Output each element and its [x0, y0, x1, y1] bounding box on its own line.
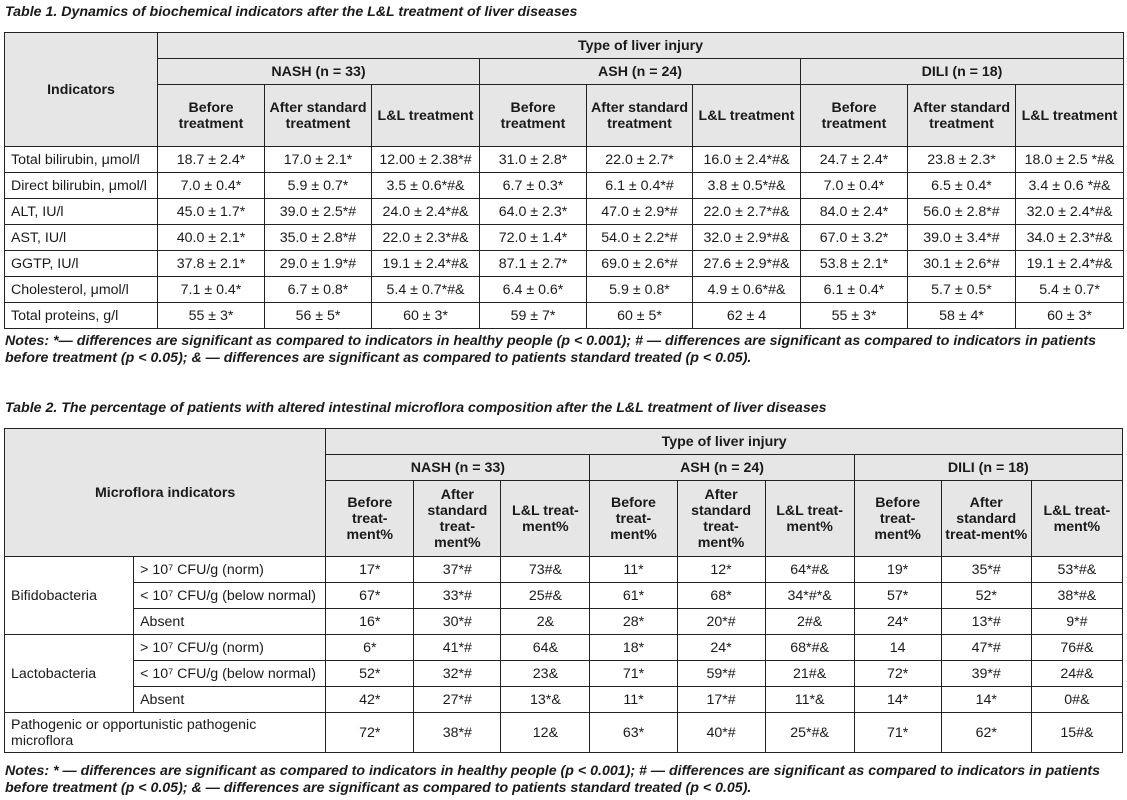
value-cell: 72* [854, 661, 941, 687]
value-cell: 11* [590, 687, 677, 713]
value-cell: 6.1 ± 0.4*# [587, 173, 693, 199]
table-row [5, 251, 1124, 277]
value-cell: 37*# [414, 557, 501, 583]
value-cell: 47*# [941, 635, 1031, 661]
subheader-after-standard: After standard treat-ment% [941, 481, 1031, 557]
value-cell: 57* [854, 583, 941, 609]
row-sublabel: > 10⁷ CFU/g (norm) [134, 635, 326, 661]
subheader-before: Before treat-ment% [854, 481, 941, 557]
value-cell: 3.5 ± 0.6*#& [372, 173, 480, 199]
value-cell: 34*#*& [765, 583, 854, 609]
value-cell: 13*& [501, 687, 590, 713]
type-header: Type of liver injury [158, 33, 1124, 59]
value-cell: 38*#& [1031, 583, 1122, 609]
table-row [5, 199, 1124, 225]
row-label: ALT, IU/l [5, 199, 158, 225]
value-cell: 55 ± 3* [158, 303, 265, 329]
value-cell: 6.4 ± 0.6* [480, 277, 587, 303]
value-cell: 72* [326, 713, 414, 753]
value-cell: 17.0 ± 2.1* [265, 147, 372, 173]
value-cell: 14* [854, 687, 941, 713]
value-cell: 14* [941, 687, 1031, 713]
table-row [5, 277, 1124, 303]
value-cell: 29.0 ± 1.9*# [265, 251, 372, 277]
value-cell: 19.1 ± 2.4*#& [372, 251, 480, 277]
value-cell: 24* [677, 635, 765, 661]
value-cell: 39.0 ± 3.4*# [908, 225, 1016, 251]
value-cell: 60 ± 3* [1016, 303, 1124, 329]
table1-caption: Table 1. Dynamics of biochemical indicators after the L&L treatment of liver diseases [5, 4, 578, 20]
table2-caption: Table 2. The percentage of patients with altered intestinal microflora composition after the L&L treatment of liver diseases [5, 400, 827, 416]
value-cell: 63* [590, 713, 677, 753]
subheader-after-standard: After standard treatment [587, 85, 693, 147]
value-cell: 30*# [414, 609, 501, 635]
value-cell: 0#& [1031, 687, 1122, 713]
value-cell: 45.0 ± 1.7* [158, 199, 265, 225]
value-cell: 6.7 ± 0.8* [265, 277, 372, 303]
value-cell: 72.0 ± 1.4* [480, 225, 587, 251]
value-cell: 2#& [765, 609, 854, 635]
row-sublabel: Absent [134, 687, 326, 713]
subheader-after-standard: After standard treatment [908, 85, 1016, 147]
value-cell: 73#& [501, 557, 590, 583]
value-cell: 87.1 ± 2.7* [480, 251, 587, 277]
value-cell: 67* [326, 583, 414, 609]
value-cell: 22.0 ± 2.3*#& [372, 225, 480, 251]
subheader-before: Before treatment [158, 85, 265, 147]
table-row [5, 147, 1124, 173]
value-cell: 3.8 ± 0.5*#& [693, 173, 801, 199]
value-cell: 12.00 ± 2.38*# [372, 147, 480, 173]
group-header-dili: DILI (n = 18) [854, 455, 1122, 481]
value-cell: 25#& [501, 583, 590, 609]
group-header-ash: ASH (n = 24) [590, 455, 854, 481]
value-cell: 27.6 ± 2.9*#& [693, 251, 801, 277]
subheader-before: Before treatment [480, 85, 587, 147]
type-header: Type of liver injury [326, 429, 1123, 455]
value-cell: 24#& [1031, 661, 1122, 687]
value-cell: 4.9 ± 0.6*#& [693, 277, 801, 303]
row-sublabel: > 10⁷ CFU/g (norm) [134, 557, 326, 583]
value-cell: 32*# [414, 661, 501, 687]
value-cell: 5.4 ± 0.7*#& [372, 277, 480, 303]
value-cell: 40*# [677, 713, 765, 753]
value-cell: 52* [326, 661, 414, 687]
value-cell: 30.1 ± 2.6*# [908, 251, 1016, 277]
value-cell: 18.0 ± 2.5 *#& [1016, 147, 1124, 173]
value-cell: 5.9 ± 0.7* [265, 173, 372, 199]
value-cell: 28* [590, 609, 677, 635]
value-cell: 18* [590, 635, 677, 661]
table-row [5, 635, 1123, 661]
indicators-header: Indicators [5, 33, 158, 147]
value-cell: 24.7 ± 2.4* [801, 147, 908, 173]
value-cell: 17* [326, 557, 414, 583]
value-cell: 31.0 ± 2.8* [480, 147, 587, 173]
value-cell: 71* [590, 661, 677, 687]
value-cell: 6* [326, 635, 414, 661]
value-cell: 2& [501, 609, 590, 635]
value-cell: 6.1 ± 0.4* [801, 277, 908, 303]
value-cell: 39.0 ± 2.5*# [265, 199, 372, 225]
value-cell: 38*# [414, 713, 501, 753]
value-cell: 5.9 ± 0.8* [587, 277, 693, 303]
value-cell: 64.0 ± 2.3* [480, 199, 587, 225]
value-cell: 32.0 ± 2.4*#& [1016, 199, 1124, 225]
value-cell: 53*#& [1031, 557, 1122, 583]
table-row [5, 661, 1123, 687]
value-cell: 35*# [941, 557, 1031, 583]
group-header-ash: ASH (n = 24) [480, 59, 801, 85]
table-row [5, 609, 1123, 635]
value-cell: 7.1 ± 0.4* [158, 277, 265, 303]
value-cell: 14 [854, 635, 941, 661]
value-cell: 42* [326, 687, 414, 713]
value-cell: 11* [590, 557, 677, 583]
value-cell: 58 ± 4* [908, 303, 1016, 329]
value-cell: 18.7 ± 2.4* [158, 147, 265, 173]
table2 [4, 428, 1123, 753]
row-sublabel: < 10⁷ CFU/g (below normal) [134, 583, 326, 609]
value-cell: 54.0 ± 2.2*# [587, 225, 693, 251]
table-row [5, 583, 1123, 609]
value-cell: 64*#& [765, 557, 854, 583]
value-cell: 53.8 ± 2.1* [801, 251, 908, 277]
subheader-before: Before treat-ment% [326, 481, 414, 557]
group-header-nash: NASH (n = 33) [326, 455, 590, 481]
value-cell: 15#& [1031, 713, 1122, 753]
value-cell: 16.0 ± 2.4*#& [693, 147, 801, 173]
value-cell: 24.0 ± 2.4*#& [372, 199, 480, 225]
row-sublabel: Absent [134, 609, 326, 635]
table-row [5, 303, 1124, 329]
value-cell: 17*# [677, 687, 765, 713]
value-cell: 23.8 ± 2.3* [908, 147, 1016, 173]
group-header-dili: DILI (n = 18) [801, 59, 1124, 85]
microflora-header: Microflora indicators [5, 429, 326, 557]
row-label: Total proteins, g/l [5, 303, 158, 329]
subheader-after-standard: After standard treat-ment% [414, 481, 501, 557]
value-cell: 19* [854, 557, 941, 583]
value-cell: 6.5 ± 0.4* [908, 173, 1016, 199]
value-cell: 34.0 ± 2.3*#& [1016, 225, 1124, 251]
value-cell: 21#& [765, 661, 854, 687]
value-cell: 60 ± 5* [587, 303, 693, 329]
value-cell: 12& [501, 713, 590, 753]
table-row [5, 225, 1124, 251]
subheader-ll: L&L treatment [372, 85, 480, 147]
value-cell: 33*# [414, 583, 501, 609]
table2-notes: Notes: * — differences are significant as compared to indicators in healthy people (p < 0.001); # — differences are significant as compared to indicators in patients before treatment (p < 0.05); & — differences are significant as compared to patients standard treated (p < 0.05). [5, 763, 1100, 796]
subheader-ll: L&L treat-ment% [765, 481, 854, 557]
value-cell: 5.7 ± 0.5* [908, 277, 1016, 303]
value-cell: 27*# [414, 687, 501, 713]
row-label: GGTP, IU/l [5, 251, 158, 277]
value-cell: 55 ± 3* [801, 303, 908, 329]
subheader-ll: L&L treat-ment% [1031, 481, 1122, 557]
row-label: AST, IU/l [5, 225, 158, 251]
value-cell: 37.8 ± 2.1* [158, 251, 265, 277]
row-label: Cholesterol, μmol/l [5, 277, 158, 303]
value-cell: 35.0 ± 2.8*# [265, 225, 372, 251]
value-cell: 5.4 ± 0.7* [1016, 277, 1124, 303]
value-cell: 24* [854, 609, 941, 635]
value-cell: 23& [501, 661, 590, 687]
value-cell: 62 ± 4 [693, 303, 801, 329]
value-cell: 19.1 ± 2.4*#& [1016, 251, 1124, 277]
value-cell: 76#& [1031, 635, 1122, 661]
value-cell: 47.0 ± 2.9*# [587, 199, 693, 225]
value-cell: 22.0 ± 2.7* [587, 147, 693, 173]
value-cell: 84.0 ± 2.4* [801, 199, 908, 225]
table1-notes: Notes: *— differences are significant as compared to indicators in healthy people (p < 0.001); # — differences are significant as compared to indicators in patients before treatment (p < 0.05); & — differences are significant as compared to patients standard treated (p < 0.05). [5, 333, 1097, 366]
value-cell: 25*#& [765, 713, 854, 753]
group-header-nash: NASH (n = 33) [158, 59, 480, 85]
value-cell: 60 ± 3* [372, 303, 480, 329]
subheader-ll: L&L treatment [693, 85, 801, 147]
value-cell: 68* [677, 583, 765, 609]
value-cell: 3.4 ± 0.6 *#& [1016, 173, 1124, 199]
subheader-ll: L&L treat-ment% [501, 481, 590, 557]
value-cell: 62* [941, 713, 1031, 753]
subheader-before: Before treat-ment% [590, 481, 677, 557]
value-cell: 11*& [765, 687, 854, 713]
pathogenic-label: Pathogenic or opportunistic pathogenic microflora [5, 713, 326, 753]
value-cell: 32.0 ± 2.9*#& [693, 225, 801, 251]
table-row [5, 713, 1123, 753]
value-cell: 71* [854, 713, 941, 753]
table-row [5, 557, 1123, 583]
value-cell: 41*# [414, 635, 501, 661]
value-cell: 40.0 ± 2.1* [158, 225, 265, 251]
table-row [5, 173, 1124, 199]
value-cell: 56 ± 5* [265, 303, 372, 329]
value-cell: 20*# [677, 609, 765, 635]
subheader-ll: L&L treatment [1016, 85, 1124, 147]
value-cell: 59 ± 7* [480, 303, 587, 329]
value-cell: 16* [326, 609, 414, 635]
value-cell: 39*# [941, 661, 1031, 687]
value-cell: 68*#& [765, 635, 854, 661]
subheader-before: Before treatment [801, 85, 908, 147]
subheader-after-standard: After standard treat-ment% [677, 481, 765, 557]
value-cell: 12* [677, 557, 765, 583]
section-label: Bifidobacteria [5, 557, 134, 635]
section-label: Lactobacteria [5, 635, 134, 713]
table1 [4, 32, 1124, 329]
value-cell: 59*# [677, 661, 765, 687]
value-cell: 64& [501, 635, 590, 661]
value-cell: 9*# [1031, 609, 1122, 635]
value-cell: 61* [590, 583, 677, 609]
value-cell: 7.0 ± 0.4* [158, 173, 265, 199]
value-cell: 7.0 ± 0.4* [801, 173, 908, 199]
value-cell: 67.0 ± 3.2* [801, 225, 908, 251]
value-cell: 69.0 ± 2.6*# [587, 251, 693, 277]
value-cell: 52* [941, 583, 1031, 609]
row-label: Direct bilirubin, μmol/l [5, 173, 158, 199]
value-cell: 22.0 ± 2.7*#& [693, 199, 801, 225]
value-cell: 56.0 ± 2.8*# [908, 199, 1016, 225]
row-sublabel: < 10⁷ CFU/g (below normal) [134, 661, 326, 687]
value-cell: 6.7 ± 0.3* [480, 173, 587, 199]
subheader-after-standard: After standard treatment [265, 85, 372, 147]
table-row [5, 687, 1123, 713]
row-label: Total bilirubin, μmol/l [5, 147, 158, 173]
value-cell: 13*# [941, 609, 1031, 635]
